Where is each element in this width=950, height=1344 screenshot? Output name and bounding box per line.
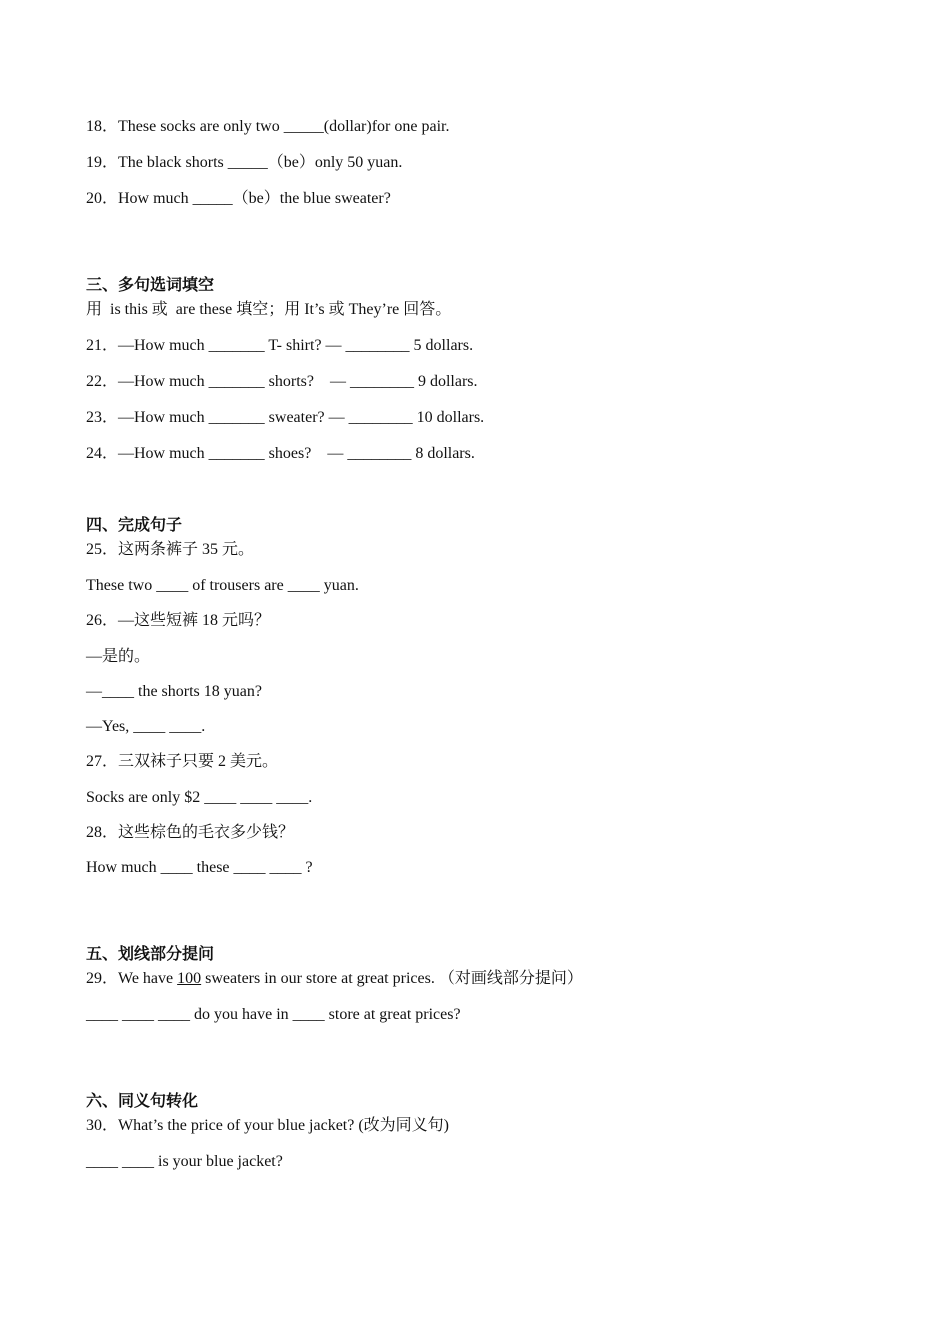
question-28-english: How much ____ these ____ ____ ? — [86, 859, 313, 876]
question-26-chinese: 26．—这些短裤 18 元吗？ — [86, 612, 271, 629]
section-3-title: 三、多句选词填空 — [86, 277, 215, 294]
question-24: 24．—How much _______ shoes? — ________ 8 dollars. — [86, 445, 475, 462]
question-30-answer: ____ ____ is your blue jacket? — [86, 1153, 283, 1170]
question-29-suffix: sweaters in our store at great prices. （对画线部分提问） — [201, 970, 583, 987]
section-5-title: 五、划线部分提问 — [86, 946, 215, 963]
question-29 — [86, 969, 583, 989]
question-29-answer: ____ ____ ____ do you have in ____ store at great prices? — [86, 1006, 461, 1023]
question-27-english: Socks are only $2 ____ ____ ____. — [86, 789, 313, 806]
question-19: 19．The black shorts _____（be）only 50 yuan. — [86, 154, 403, 171]
section-6-title: 六、同义句转化 — [86, 1093, 199, 1110]
question-28-chinese: 28．这些棕色的毛衣多少钱？ — [86, 824, 295, 841]
section-3-instruction: 用 is this 或 are these 填空；用 It’s 或 They’re 回答。 — [86, 301, 452, 318]
question-18: 18．These socks are only two _____(dollar)for one pair. — [86, 118, 450, 135]
question-27-chinese: 27．三双袜子只要 2 美元。 — [86, 753, 279, 770]
question-22: 22．—How much _______ shorts? — ________ 9 dollars. — [86, 373, 478, 390]
underlined-number: 100 — [177, 970, 202, 987]
question-26-english-question: —____ the shorts 18 yuan? — [86, 683, 262, 700]
question-26-chinese-answer: —是的。 — [86, 648, 151, 665]
question-25-english: These two ____ of trousers are ____ yuan. — [86, 577, 359, 594]
question-30: 30．What’s the price of your blue jacket? (改为同义句) — [86, 1117, 450, 1134]
question-26-english-answer: —Yes, ____ ____. — [86, 718, 206, 735]
question-20: 20．How much _____（be）the blue sweater? — [86, 190, 391, 207]
question-25-chinese: 25．这两条裤子 35 元。 — [86, 541, 255, 558]
question-29-prefix: 29．We have — [86, 970, 178, 987]
section-4-title: 四、完成句子 — [86, 517, 183, 534]
question-23: 23．—How much _______ sweater? — ________ 10 dollars. — [86, 409, 485, 426]
question-21: 21．—How much _______ T- shirt? — ________ 5 dollars. — [86, 337, 474, 354]
